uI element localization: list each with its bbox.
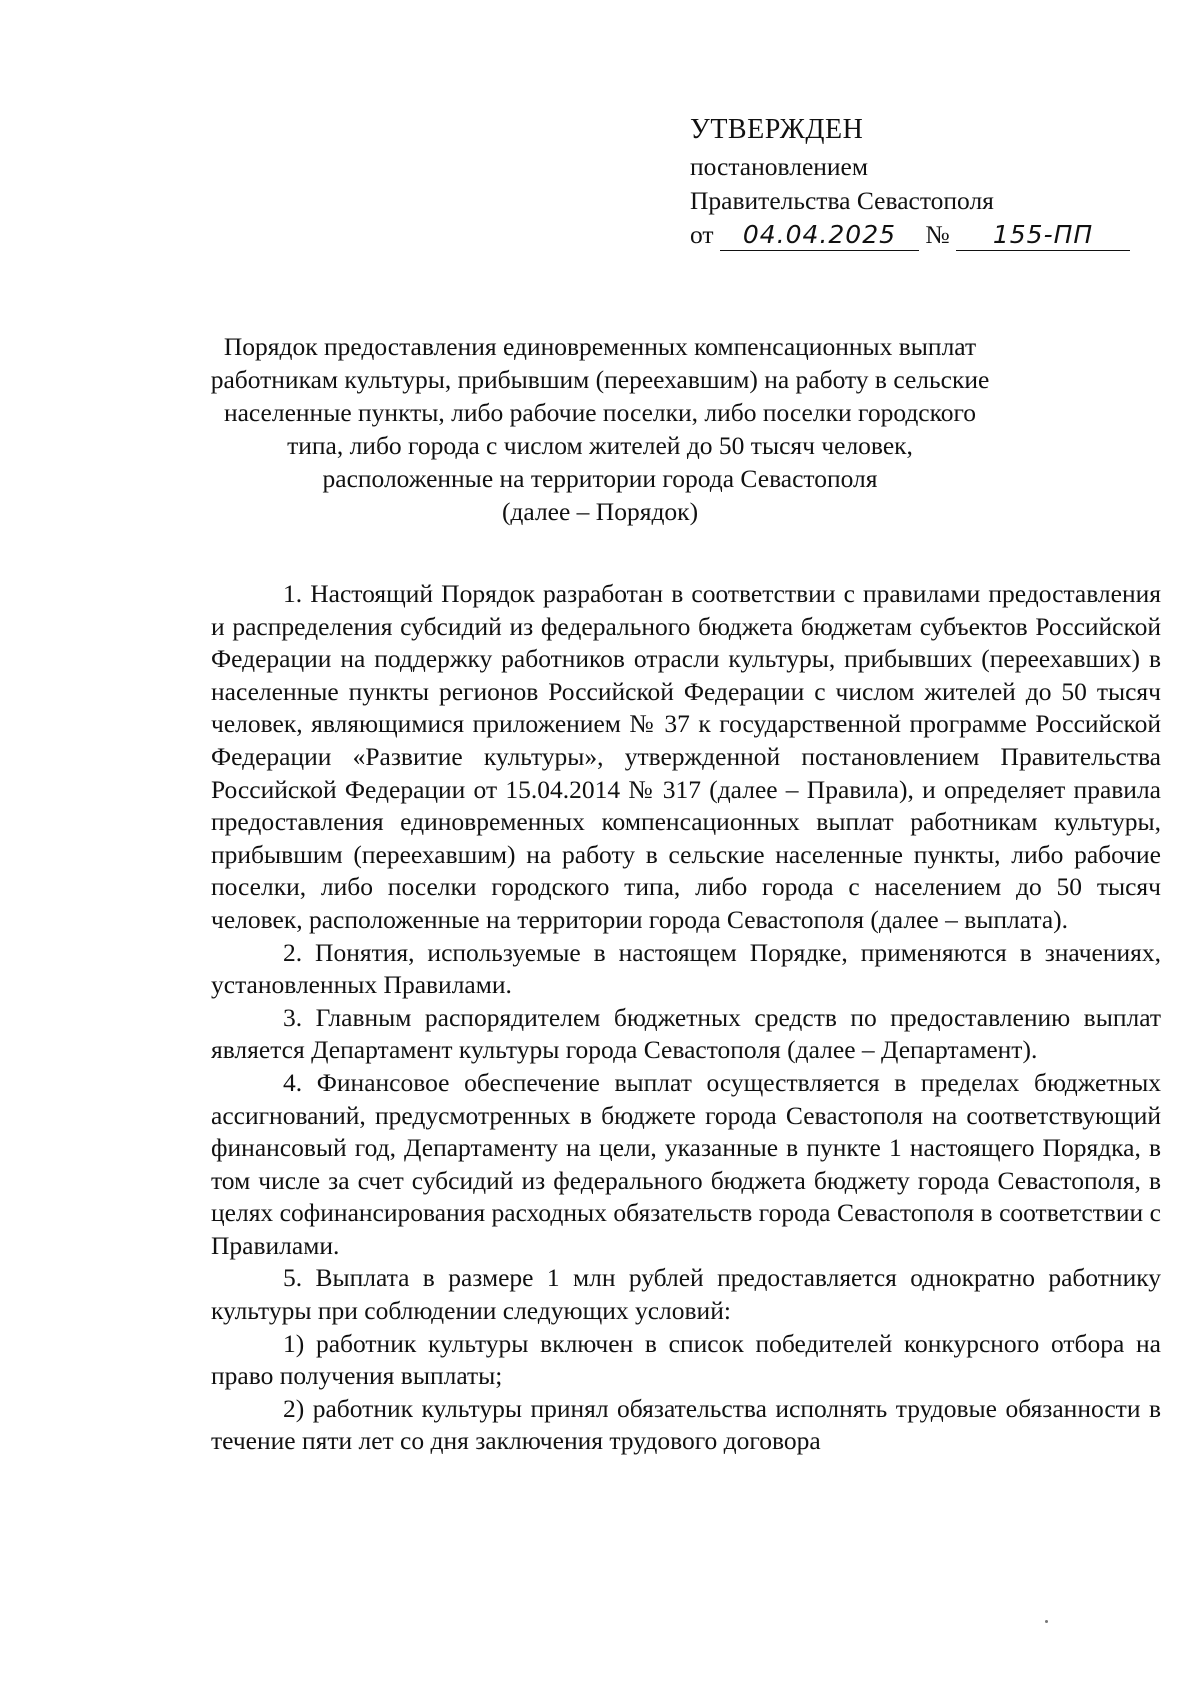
approval-date-number-row [690,218,1110,252]
document-body [211,578,1161,1458]
approval-heading: УТВЕРЖДЕН [690,114,864,145]
paragraph-5: 5. Выплата в размере 1 млн рублей предоставляется однократно работнику культуры при соблюдении следующих условий: [211,1263,1161,1326]
paragraph-1: 1. Настоящий Порядок разработан в соответствии с правилами предоставления и распределения субсидий из федерального бюджета бюджетам субъектов Российской Федерации на поддержку работников отрасли культуры, прибывших (переехавших) в населенные пункты регионов Российской Федерации с числом жителей до 50 тысяч человек, являющимися приложением № 37 к государственной программе Российской Федерации «Развитие культуры», утвержденной постановлением Правительства Российской Федерации от 15.04.2014 № 317 (далее – Правила), и определяет правила предоставления единовременных компенсационных выплат работникам культуры, прибывшим (переехавшим) на работу в сельские населенные пункты, либо рабочие поселки, либо поселки городского типа, либо города с населением до 50 тысяч человек, расположенные на территории города Севастополя (далее – выплата). [211,579,1161,934]
approval-line-resolution: постановлением [690,152,869,181]
approval-stamp-block [690,110,1110,252]
date-prefix: от [690,220,714,249]
paragraph-5-item-1: 1) работник культуры включен в список победителей конкурсного отбора на право получения выплаты; [211,1328,1161,1391]
document-title [200,330,1000,528]
paragraph-5-item-2: 2) работник культуры принял обязательства исполнять трудовые обязанности в течение пяти лет со дня заключения трудового договора [211,1393,1161,1456]
paragraph-3: 3. Главным распорядителем бюджетных средств по предоставлению выплат является Департамент культуры города Севастополя (далее – Департамент). [211,1002,1161,1065]
paragraph-4: 4. Финансовое обеспечение выплат осуществляется в пределах бюджетных ассигнований, предусмотренных в бюджете города Севастополя на соответствующий финансовый год, Департаменту на цели, указанные в пункте 1 настоящего Порядка, в том числе за счет субсидий из федерального бюджета бюджету города Севастополя, в целях софинансирования расходных обязательств города Севастополя в соответствии с Правилами. [211,1067,1161,1260]
scan-speck [1045,1620,1048,1623]
handwritten-number: 155-ПП [956,220,1130,251]
title-text: Порядок предоставления единовременных компенсационных выплат работникам культуры, прибывшим (переехавшим) на работу в сельские населенные пункты, либо рабочие поселки, либо поселки городского типа, либо города с числом жителей до 50 тысяч человек, расположенные на территории города Севастополя [210,332,990,493]
approval-line-government: Правительства Севастополя [690,186,994,215]
handwritten-date: 04.04.2025 [720,220,919,251]
number-prefix: № [925,220,950,249]
paragraph-2: 2. Понятия, используемые в настоящем Порядке, применяются в значениях, установленных Правилами. [211,937,1161,1000]
title-subtitle: (далее – Порядок) [501,497,699,526]
